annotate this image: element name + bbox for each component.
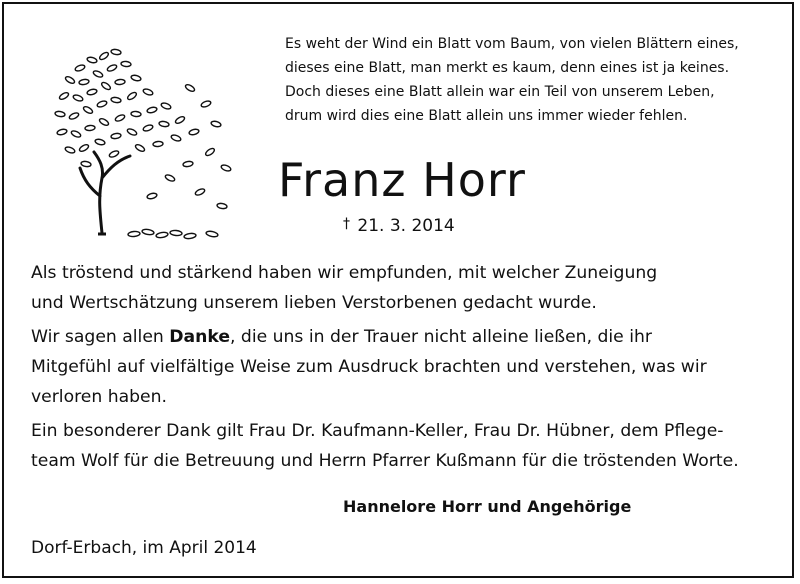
deceased-name: Franz Horr [278, 153, 526, 207]
windblown-tree-icon [40, 28, 240, 248]
message-paragraph-1 [31, 258, 791, 318]
place-date: Dorf-Erbach, im April 2014 [31, 538, 257, 558]
poem [285, 32, 785, 128]
poem-line: Doch dieses eine Blatt allein war ein Teil von unserem Leben, [285, 84, 715, 100]
cross-icon: † [343, 216, 350, 232]
poem-line: Es weht der Wind ein Blatt vom Baum, von vielen Blättern eines, [285, 36, 739, 52]
message-paragraph-3 [31, 416, 791, 476]
text-line: Mitgefühl auf vielfältige Weise zum Ausdruck brachten und verstehen, was wir [31, 357, 707, 377]
message-body [31, 258, 791, 480]
text-line: team Wolf für die Betreuung und Herrn Pfarrer Kußmann für die tröstenden Worte. [31, 451, 739, 471]
text-run: , die uns in der Trauer nicht alleine ließen, die ihr [230, 327, 652, 347]
thanks-word: Danke [169, 327, 230, 347]
poem-line: dieses eine Blatt, man merkt es kaum, denn eines ist ja keines. [285, 60, 730, 76]
death-date-value: 21. 3. 2014 [357, 216, 455, 236]
text-run: Wir sagen allen [31, 327, 170, 347]
text-line: verloren haben. [31, 387, 167, 407]
text-line [31, 322, 791, 352]
text-line: Ein besonderer Dank gilt Frau Dr. Kaufmann-Keller, Frau Dr. Hübner, dem Pflege- [31, 421, 724, 441]
poem-line: drum wird dies eine Blatt allein uns immer wieder fehlen. [285, 108, 688, 124]
text-line: und Wertschätzung unserem lieben Verstorbenen gedacht wurde. [31, 293, 597, 313]
death-date [343, 213, 455, 240]
signature: Hannelore Horr und Angehörige [343, 497, 632, 516]
text-line: Als tröstend und stärkend haben wir empfunden, mit welcher Zuneigung [31, 263, 658, 283]
message-paragraph-2 [31, 322, 791, 412]
